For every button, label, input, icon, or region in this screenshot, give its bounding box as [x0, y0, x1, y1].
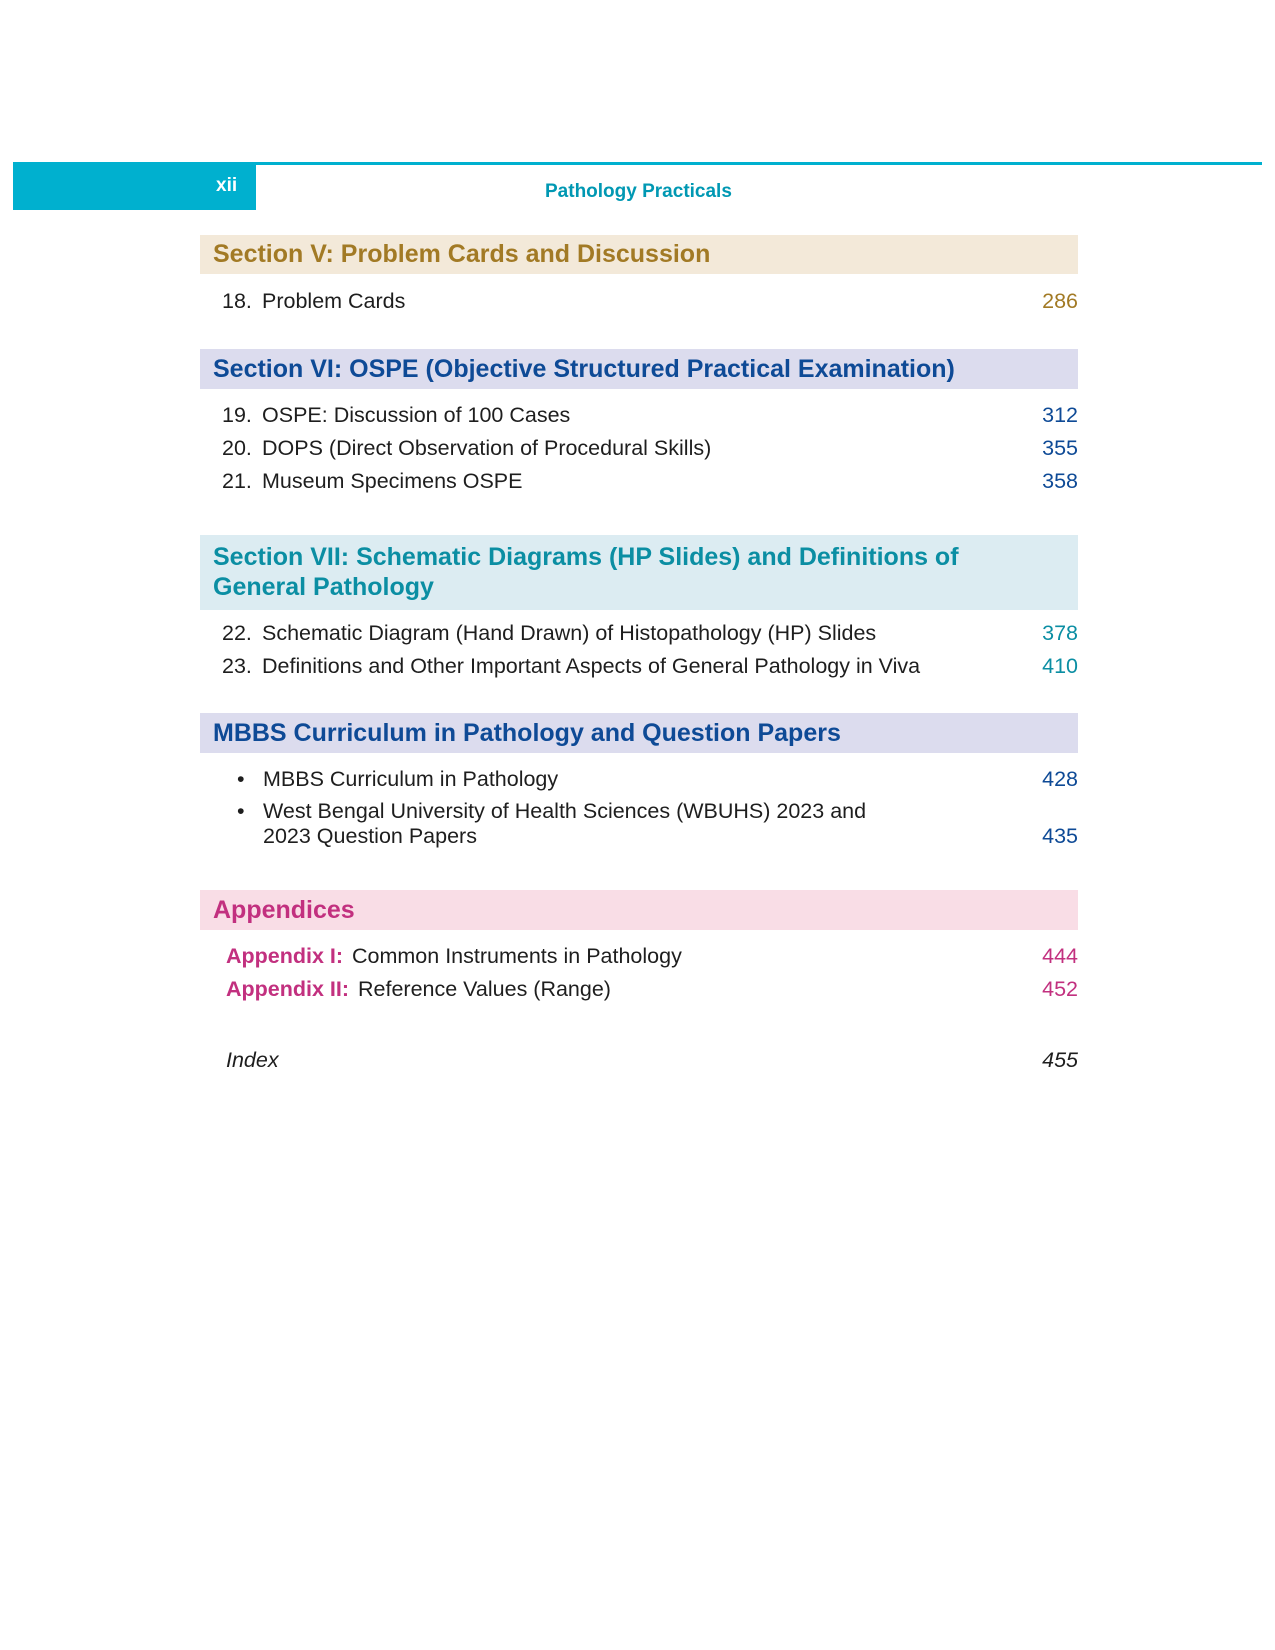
toc-index: [200, 1044, 1078, 1077]
entry-number: 18.: [222, 289, 252, 313]
entry-title: Reference Values (Range): [358, 977, 611, 1001]
toc-section-appendices: [200, 890, 1078, 1006]
entry-title: Schematic Diagram (Hand Drawn) of Histopathology (HP) Slides: [262, 621, 877, 645]
toc-entry[interactable]: [200, 465, 1078, 498]
toc-entry[interactable]: [200, 285, 1078, 318]
entry-number: 22.: [222, 621, 252, 645]
entry-title: MBBS Curriculum in Pathology: [263, 767, 559, 791]
entry-title: Definitions and Other Important Aspects of General Pathology in Viva: [262, 654, 921, 678]
section-heading: [200, 349, 1078, 389]
page-number: xii: [216, 175, 238, 196]
running-title: Pathology Practicals: [545, 181, 732, 202]
toc-appendix-entry[interactable]: [200, 973, 1078, 1006]
appendix-label: Appendix I:: [226, 944, 344, 968]
bullet-dot: •: [237, 799, 245, 823]
entry-page: 286: [1042, 289, 1078, 313]
entry-page: 435: [1042, 824, 1078, 848]
toc-section-vi: [200, 349, 1078, 498]
entry-page: 358: [1042, 469, 1078, 493]
section-heading-text: Section VI: OSPE (Objective Structured Practical Examination): [213, 355, 955, 383]
toc-bullet-entry[interactable]: [200, 796, 1078, 857]
section-heading-text: MBBS Curriculum in Pathology and Question Papers: [213, 719, 841, 747]
toc-section-vii: [200, 535, 1078, 683]
toc-entry[interactable]: [200, 432, 1078, 465]
section-heading-line: Section VII: Schematic Diagrams (HP Slides) and Definitions of: [213, 543, 959, 571]
entry-title: Problem Cards: [262, 289, 406, 313]
section-heading-text: Appendices: [213, 896, 355, 924]
entry-title: DOPS (Direct Observation of Procedural Skills): [262, 436, 712, 460]
entry-page: 428: [1042, 767, 1078, 791]
toc-entry[interactable]: [200, 650, 1078, 683]
section-heading-line: General Pathology: [213, 573, 434, 601]
entry-title-line: 2023 Question Papers: [263, 824, 477, 848]
index-title: Index: [226, 1048, 279, 1072]
entry-title-line: West Bengal University of Health Sciences (WBUHS) 2023 and: [263, 799, 867, 823]
toc-bullet-entry[interactable]: [200, 763, 1078, 796]
entry-title: [263, 799, 866, 849]
entry-number: 21.: [222, 469, 252, 493]
index-page: 455: [1042, 1048, 1078, 1072]
entry-title: OSPE: Discussion of 100 Cases: [262, 403, 571, 427]
entry-page: 452: [1042, 977, 1078, 1001]
toc-entry[interactable]: [200, 399, 1078, 432]
entry-number: 19.: [222, 403, 252, 427]
entry-page: 355: [1042, 436, 1078, 460]
entry-page: 444: [1042, 944, 1078, 968]
section-heading: [200, 535, 1078, 610]
section-heading: [200, 890, 1078, 930]
entry-number: 20.: [222, 436, 252, 460]
bullet-dot: •: [237, 767, 245, 791]
toc-section-v: [200, 235, 1078, 318]
toc-entry[interactable]: [200, 617, 1078, 650]
toc-section-mbbs: [200, 713, 1078, 857]
appendix-label: Appendix II:: [226, 977, 350, 1001]
entry-title: Museum Specimens OSPE: [262, 469, 523, 493]
toc-index-entry[interactable]: [200, 1044, 1078, 1077]
header-rule: [256, 162, 1262, 165]
toc-appendix-entry[interactable]: [200, 940, 1078, 973]
entry-page: 312: [1042, 403, 1078, 427]
entry-number: 23.: [222, 654, 252, 678]
entry-page: 410: [1042, 654, 1078, 678]
section-heading: [200, 235, 1078, 274]
section-heading: [200, 713, 1078, 753]
section-heading-text: Section V: Problem Cards and Discussion: [213, 240, 711, 268]
entry-title: Common Instruments in Pathology: [352, 944, 682, 968]
entry-page: 378: [1042, 621, 1078, 645]
